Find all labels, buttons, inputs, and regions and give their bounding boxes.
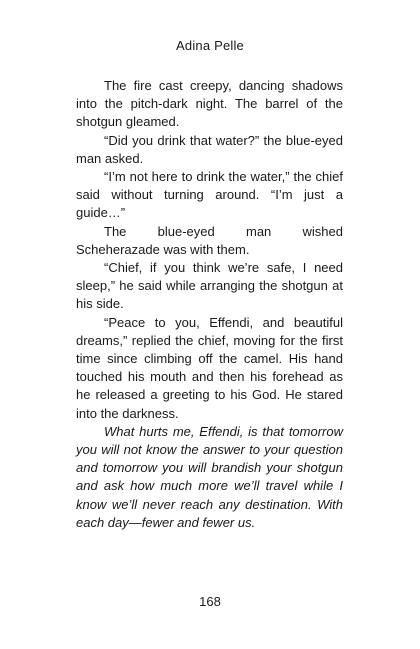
running-header-author: Adina Pelle bbox=[176, 38, 244, 53]
italic-paragraph: What hurts me, Effendi, is that tomorrow you will not know the answer to your question and tomorrow you will brandish your shotgun and ask how much more we’ll travel while I know we’ll never reach any destination. With each day—fewer and fewer us. bbox=[76, 423, 343, 530]
paragraph: The blue-eyed man wished Scheherazade was with them. bbox=[76, 223, 343, 257]
paragraph: “I’m not here to drink the water,” the chief said without turning around. “I’m just a guide…” bbox=[76, 169, 343, 221]
paragraph: The fire cast creepy, dancing shadows into the pitch-dark night. The barrel of the shotgun gleamed. bbox=[76, 78, 343, 130]
paragraph: “Peace to you, Effendi, and beautiful dreams,” replied the chief, moving for the first time since climbing off the camel. His hand touched his mouth and then his forehead as he released a greeting to his God. He stared into the darkness. bbox=[76, 314, 343, 421]
paragraph: “Chief, if you think we’re safe, I need sleep,” he said while arranging the shotgun at his side. bbox=[76, 260, 343, 312]
page-body bbox=[76, 77, 343, 532]
page-number: 168 bbox=[199, 594, 221, 609]
paragraph: “Did you drink that water?” the blue-eyed man asked. bbox=[76, 132, 343, 166]
